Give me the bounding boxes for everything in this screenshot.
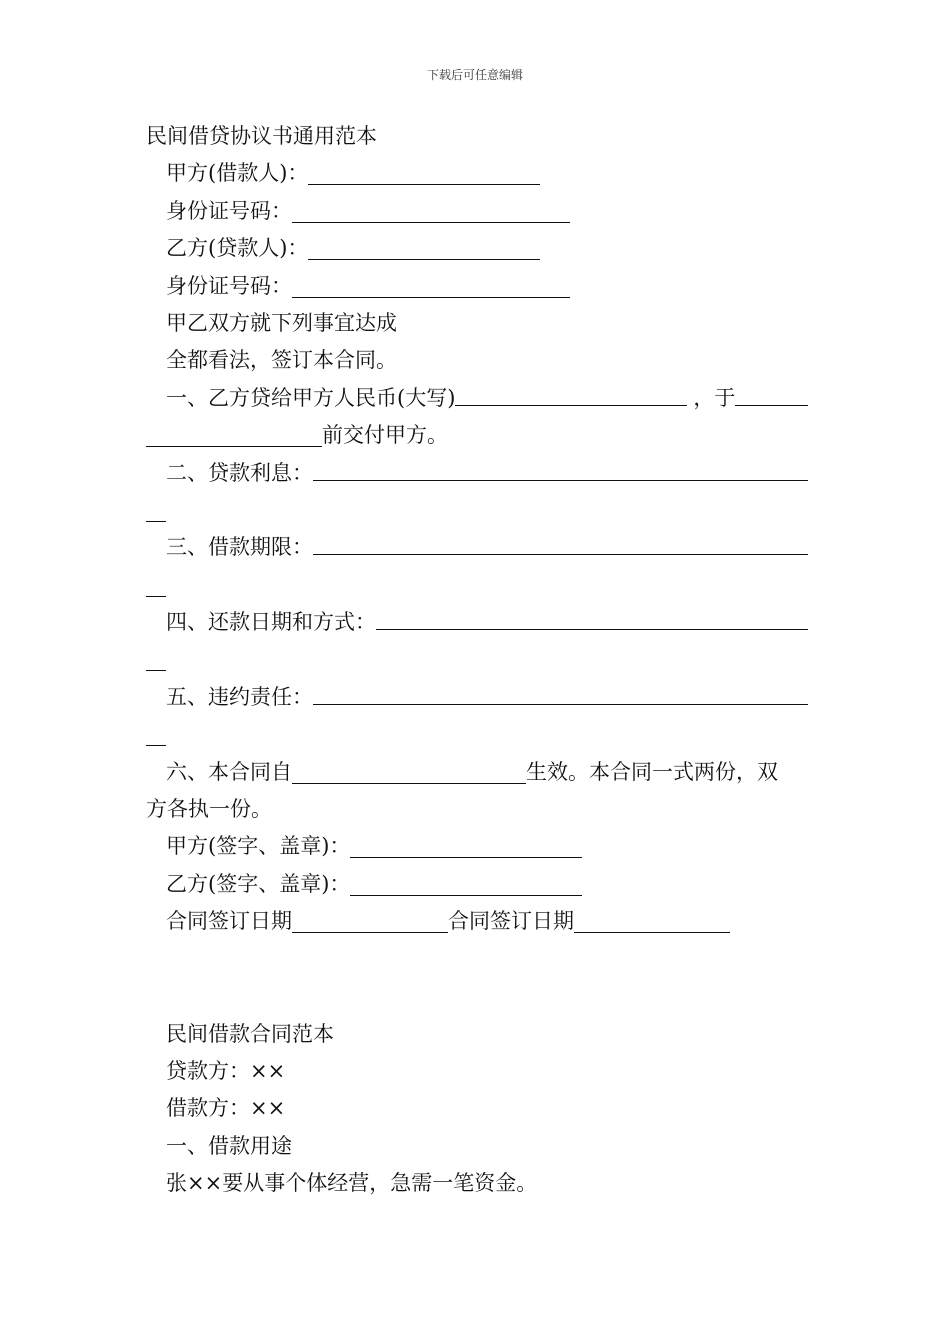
clause-6-line-2: 方各执一份。 — [146, 797, 272, 822]
id-a-line — [146, 193, 808, 230]
doc2-lender: 贷款方：×× — [166, 1058, 286, 1083]
clause-1-date-blank — [735, 380, 808, 406]
clause-4-blank — [376, 604, 808, 630]
party-a-label: 甲方(借款人)： — [166, 161, 309, 186]
clause-2-blank-cont — [146, 496, 166, 522]
clause-1-line — [146, 380, 808, 417]
sign-a-line — [146, 828, 808, 865]
party-a-blank — [308, 159, 540, 185]
clause-1-amount-blank — [455, 380, 687, 406]
clause-2-line — [146, 455, 808, 492]
clause-6-blank — [292, 758, 526, 784]
party-b-label: 乙方(贷款人)： — [166, 236, 309, 261]
clause-4-label: 四、还款日期和方式： — [166, 610, 376, 635]
clause-5-blank — [313, 679, 808, 705]
sign-a-label: 甲方(签字、盖章)： — [166, 834, 351, 859]
sign-a-blank — [350, 832, 582, 858]
clause-1-post: 前交付甲方。 — [322, 423, 448, 448]
intro-line-1: 甲乙双方就下列事宜达成 — [166, 310, 397, 335]
intro-line-2: 全都看法，签订本合同。 — [166, 348, 397, 373]
doc-title: 民间借贷协议书通用范本 — [146, 124, 377, 148]
clause-4-line — [146, 604, 808, 641]
date-label-2: 合同签订日期 — [448, 909, 574, 934]
date-label-1: 合同签订日期 — [166, 909, 292, 934]
clause-5-line — [146, 679, 808, 716]
sign-b-blank — [350, 870, 582, 896]
clause-3-blank — [313, 529, 808, 555]
clause-5-label: 五、违约责任： — [166, 684, 313, 709]
clause-3-blank-cont — [146, 571, 166, 597]
clause-1-pre: 一、乙方贷给甲方人民币(大写) — [166, 385, 456, 410]
clause-3-line — [146, 529, 808, 566]
id-a-blank — [292, 197, 570, 223]
sign-b-label: 乙方(签字、盖章)： — [166, 871, 351, 896]
id-a-label: 身份证号码： — [166, 198, 292, 223]
clause-5-line-2 — [146, 716, 808, 753]
clause-1-line-2 — [146, 417, 808, 454]
clause-2-line-2 — [146, 492, 808, 529]
clause-4-line-2 — [146, 641, 808, 678]
party-a-line — [146, 155, 808, 192]
party-b-line — [146, 230, 808, 267]
clause-5-blank-cont — [146, 720, 166, 746]
clause-3-label: 三、借款期限： — [166, 535, 313, 560]
clause-2-label: 二、贷款利息： — [166, 460, 313, 485]
party-b-blank — [308, 234, 540, 260]
date-line — [146, 903, 808, 940]
doc2-section-1: 一、借款用途 — [166, 1133, 292, 1158]
clause-6-pre: 六、本合同自 — [166, 759, 292, 784]
clause-4-blank-cont — [146, 645, 166, 671]
clause-2-blank — [313, 455, 808, 481]
date-blank-1 — [292, 907, 448, 933]
doc2-borrower: 借款方：×× — [166, 1096, 286, 1121]
document-body — [146, 118, 808, 1203]
page-header: 下载后可任意编辑 — [426, 68, 523, 82]
doc2-section-1-text: 张××要从事个体经营，急需一笔资金。 — [166, 1171, 538, 1196]
clause-6-post: 生效。本合同一式两份，双 — [526, 759, 778, 784]
clause-6-line — [146, 754, 808, 791]
date-blank-2 — [574, 907, 730, 933]
section-gap — [146, 941, 808, 1016]
clause-1-date-blank-cont — [146, 421, 322, 447]
id-b-line — [146, 268, 808, 305]
id-b-blank — [292, 272, 570, 298]
clause-1-mid: ，于 — [693, 385, 736, 410]
id-b-label: 身份证号码： — [166, 273, 292, 298]
doc2-title: 民间借款合同范本 — [166, 1021, 334, 1046]
sign-b-line — [146, 866, 808, 903]
clause-3-line-2 — [146, 567, 808, 604]
